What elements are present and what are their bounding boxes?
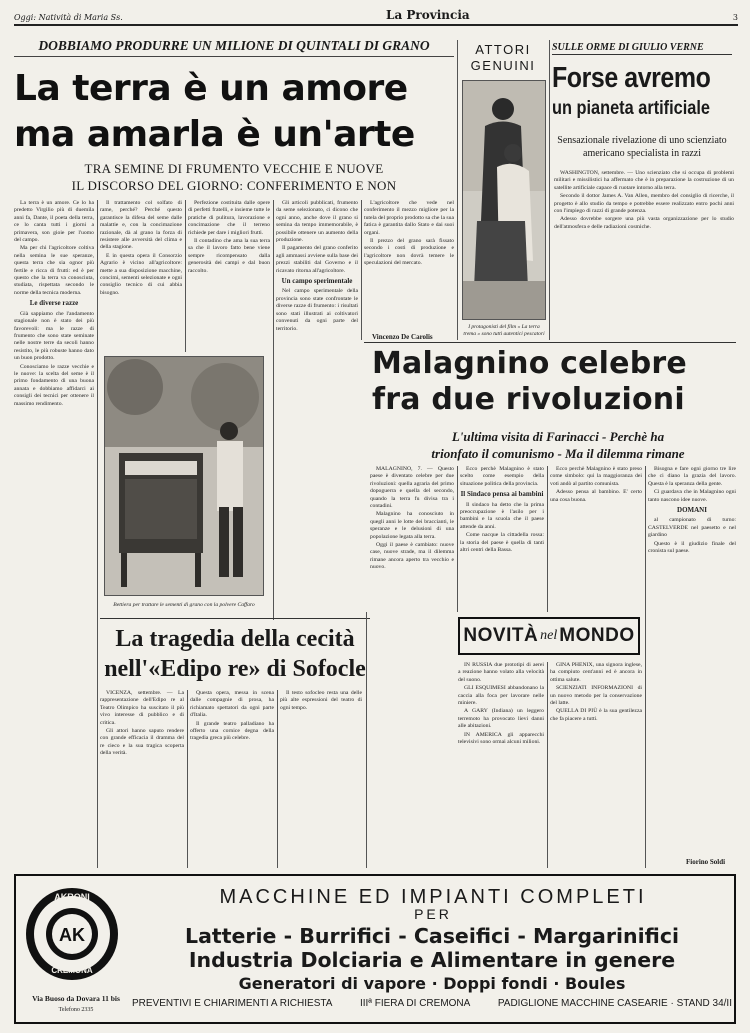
lead-column-3 [188,200,270,352]
lead-subhead-line1: TRA SEMINE DI FRUMENTO VECCHIE E NUOVE [84,161,384,176]
attori-photo [462,80,546,320]
paragraph: QUELLA DI PIÙ è la sua gentilezza che fa piacere a tutti. [550,708,642,722]
paragraph: Secondo il dottor James A. Van Allen, membro del consiglio di ricerche, il progetto è allo studio da tempo e potrebbe essere realizzato entro pochi anni con l'impiego di razzi di grande potenza. [554,193,734,215]
lead-subhead-line2: IL DISCORSO DEL GIORNO: CONFERIMENTO E NON [71,178,397,193]
bettiera-photo [104,356,264,596]
verne-body [554,170,734,338]
paragraph: Il contadino che ama la sua terra sa che il lavoro fatto bene viene sempre ricompensato dalla generosità dei campi e dal buon raccolto. [188,238,270,274]
lead-column-2 [100,200,182,352]
tragedia-column-1 [100,690,184,868]
lead-kicker: DOBBIAMO PRODURRE UN MILIONE DI QUINTALI DI GRANO [14,38,454,57]
novita-word3: MONDO [559,625,635,646]
paragraph: Conosciamo le razze vecchie e le nuove: la scelta del seme è il primo fondamento di una buona annata e dobbiamo affidarci ai consigli dei tecnici per ottenere il massimo rendimento. [14,363,94,407]
logo-center-text: AK [59,925,85,945]
novita-word2: nel [540,628,558,643]
paragraph: Il testo sofocleo resta una delle più alte espressioni del teatro di ogni tempo. [280,690,362,711]
verne-dek: Sensazionale rivelazione di uno scienziato americano specialista in razzi [557,135,727,159]
ad-line4: Industria Dolciaria e Alimentare in genere [188,948,676,972]
paragraph: Questo è il giudizio finale del cronista sul paese. [648,540,736,555]
malagnino-column-1 [370,466,454,612]
malagnino-dek [380,428,736,462]
column-rule [277,690,278,868]
lead-column-4 [276,200,358,616]
lead-headline [14,66,454,158]
paragraph: L'agricoltore che vede nel conferimento il mezzo migliore per la tutela del proprio prodotto sa che la sua fatica è garantita dallo Stato e dai suoi organi. [364,200,454,236]
page-number: 3 [732,13,738,22]
machine-illustration [105,357,264,596]
verne-headline-line2: un pianeta artificiale [552,98,711,119]
malagnino-dek-line2: trionfato il comunismo - Ma il dilemma rimane [431,446,685,461]
paragraph: E in questa opera il Consorzio Agrario è vicino all'agricoltore: mette a sua disposizione macchine, concimi, sementi selezionate e ogni consiglio tecnico di cui abbia bisogno. [100,252,182,296]
ad-bottom-left: PREVENTIVI E CHIARIMENTI A RICHIESTA [132,998,333,1009]
bettiera-caption: Bettiera per trattare le sementi di grano con la polvere Caffaro [113,602,255,608]
paragraph: Il sindaco ha detto che la prima preoccupazione è l'asilo per i bambini e la scuola che il paese attende da anni. [460,501,544,530]
advertisement [14,874,736,1024]
ad-address: Via Buoso da Dovara 11 bis [32,994,120,1003]
paragraph: Già sappiamo che l'andamento stagionale non è stato dei più favorevoli: ma le razze di frumento che sono state seminate nelle nostre terre da secoli hanno resistito, le più robuste hanno dato un buon prodotto. [14,310,94,362]
tragedia-headline [100,624,370,684]
lead-author: Vincenzo De Carolis [372,333,433,341]
column-rule [361,200,362,340]
novita-column-2 [550,662,642,868]
ad-line3: Latterie - Burrifici - Caseifici - Margarinifici [185,924,679,948]
masthead-title: La Provincia [386,8,470,22]
paragraph: Il trattamento col solfato di rame, perché? Perché questo garantisce la difesa del seme dalle malattie e, con la concimazione razionale, dà al grano la forza di resistere alle avversità del clima e della stagione. [100,200,182,251]
column-rule [185,200,186,352]
column-rule [547,466,548,612]
lead-subtitle-razze: Le diverse razze [29,299,79,308]
column-rule [645,466,646,868]
column-rule [457,466,458,612]
paragraph: A GARY (Indiana) un leggero terremoto ha provocato lievi danni alle abitazioni. [458,708,544,730]
column-rule [366,612,367,868]
column-rule [549,40,550,340]
lead-column-5 [364,200,454,330]
paragraph: MALAGNINO, 7. — Questo paese è diventato celebre per due rivoluzioni: quella agraria del primo dopoguerra e quella del secondo, quando la terra fu divisa tra i contadini. [370,466,454,510]
domani-label: DOMANI [677,506,707,515]
logo-bottom-text: CREMONA [51,966,93,975]
paragraph: Adesso pensa al bambino. E' certo una cosa buona. [550,489,642,503]
attori-title-line2: GENUINI [470,58,536,73]
paragraph: Ecco perchè Malagnino è stato preso come simbolo: qui la maggioranza dei voti andò al partito comunista. [550,466,642,487]
paragraph: Oggi il paese è cambiato: nuove case, nuove strade, ma il dilemma rimane ancora aperto tra vecchio e nuovo. [370,542,454,571]
actors-illustration [463,81,546,320]
lead-subtitle-campo: Un campo sperimentale [281,277,353,286]
paragraph: SCIENZIATI INFORMAZIONI di un nuovo metodo per la conservazione del latte. [550,685,642,707]
paragraph: IN RUSSIA due prototipi di aerei a reazione hanno volato alla velocità del suono. [458,662,544,683]
attori-caption: I protagonisti del film « La terra trema » sono tutti autentici pescatori [463,324,545,337]
verne-kicker: SULLE ORME DI GIULIO VERNE [552,42,732,55]
paragraph: Questa opera, messa in scena dalle compagnie di prosa, ha richiamato spettatori da ogni parte d'Italia. [190,690,274,719]
paragraph: Malagnino ha conosciuto in quegli anni le lotte dei braccianti, le speranze e le delusioni di una popolazione legata alla terra. [370,511,454,540]
lead-column-1 [14,200,94,868]
gear-logo-icon [24,884,120,984]
ad-bottom-bar [132,998,732,1009]
ad-bottom-mid: IIIª FIERA DI CREMONA [359,998,471,1009]
paragraph: Ma per chi l'agricoltore coltiva nella semina le sue speranze, questa terra che sia ognor più fertile e ricca di frutti: ed è per questo che la terra va conosciuta, studiata, rispettata secondo le norme della tecnica moderna. [14,245,94,296]
tragedia-headline-line1: La tragedia della cecità [115,626,355,652]
lead-headline-line2: ma amarla è un'arte [14,114,415,155]
masthead-date: Oggi: Natività di Maria Ss. [14,13,123,22]
malagnino-column-4 [648,466,736,856]
paragraph: La terra è un amore. Ce lo ha predetto Virgilio più di duemila anni fa, Dante, il poeta della terra, ce lo canta tutti i giorni a primavera, son gioie per l'uomo del campo. [14,200,94,244]
akroni-logo [24,884,120,984]
paragraph: Ecco perchè Malagnino è stato scelto come esempio della situazione politica della provincia. [460,466,544,487]
attori-title [460,42,546,74]
paragraph: Adesso dovrebbe sorgere una più vasta organizzazione per lo studio dell'atmosfera e delle radiazioni cosmiche. [554,216,734,230]
paragraph: Come nacque la cittadella rossa: la storia del paese è quella di tanti altri centri della Bassa. [460,532,544,554]
section-rule [364,342,736,343]
ad-bottom-right: PADIGLIONE MACCHINE CASEARIE · STAND 34/II [497,998,732,1009]
paragraph: Gli articoli pubblicati, frumento da seme selezionato, ci dicono che ogni anno, anche dove il grano si semina da tempo immemorabile, è possibile ottenere un aumento della produzione. [276,200,358,244]
lead-headline-line1: La terra è un amore [14,68,408,109]
paragraph: Gli attori hanno saputo rendere con grande efficacia il dramma del re cieco e la sua tragica scoperta della verità. [100,728,184,757]
novita-word1: NOVITÀ [463,625,539,646]
column-rule [273,200,274,620]
malagnino-headline-line1: Malagnino celebre [372,346,687,381]
malagnino-headline [372,346,732,418]
ad-phone: Telefono 2335 [58,1007,94,1013]
novita-column-1 [458,662,544,868]
malagnino-headline-line2: fra due rivoluzioni [372,382,685,417]
column-rule [97,200,98,868]
paragraph: GINA PHENIX, una signora inglese, ha compiuto cent'anni ed è ancora in ottima salute. [550,662,642,683]
ad-line2: PER [414,906,452,922]
paragraph: WASHINGTON, settembre. — Uno scienziato che si occupa di problemi militari e missilistici ha affermato che è in preparazione la costruzione di un satellite artificiale capace di ruotare intorno alla terra. [554,170,734,191]
malagnino-column-2 [460,466,544,612]
paragraph: VICENZA, settembre. — La rappresentazione dell'Edipo re al Teatro Olimpico ha suscitato il più vivo interesse di pubblico e di critica. [100,690,184,726]
paragraph: Ci guardava che in Malagnino ogni tanto nascono idee nuove. [648,489,736,503]
verne-headline: Forse avremo [552,62,711,94]
ad-line1: MACCHINE ED IMPIANTI COMPLETI [219,886,647,908]
paragraph: GLI ESQUIMESI abbandonano la caccia alla foca per lavorare nelle miniere. [458,685,544,707]
column-rule [457,40,458,340]
lead-subhead [14,160,454,194]
paragraph: Il prezzo del grano sarà fissato secondo i costi di produzione e l'agricoltore non dovrà temere le speculazioni del mercato. [364,238,454,267]
section-rule [100,618,370,619]
column-rule [187,690,188,868]
paragraph: Bisogna e fare ogni giorno tre lire che ci diano la grazia del lavoro. Questa è la speranza della gente. [648,466,736,487]
paragraph: Nel campo sperimentale della provincia sono state confrontate le diverse razze di frumento: i risultati sono stati illustrati ai coltivatori convenuti da ogni parte del territorio. [276,288,358,332]
attori-title-line1: ATTORI [475,42,531,57]
novita-box [458,617,640,655]
paragraph: Il grande teatro palladiano ha offerto una cornice degna della tragedia greca più celebre. [190,720,274,742]
malagnino-dek-line1: L'ultima visita di Farinacci - Perchè ha [451,429,665,444]
tragedia-column-3 [280,690,362,868]
domani-text: al campionato di turno: CASTELVERDE nel paesetto e nel giardino [648,517,736,539]
masthead [14,4,738,26]
column-rule [547,662,548,868]
paragraph: Il pagamento del grano conferito agli ammassi avviene sulla base dei prezzi stabiliti dal Governo e il ricavato ritorna all'agricoltore. [276,245,358,274]
malagnino-column-3 [550,466,642,612]
paragraph: IN AMERICA gli apparecchi televisivi sono ormai alcuni milioni. [458,731,544,746]
malagnino-author: Fiorino Soldi [686,858,726,866]
ad-line5: Generatori di vapore · Doppi fondi · Boules [238,974,626,993]
tragedia-headline-line2: nell'«Edipo re» di Sofocle [104,656,366,682]
tragedia-column-2 [190,690,274,868]
malagnino-subtitle-sindaco: Il Sindaco pensa ai bambini [460,490,544,499]
paragraph: Perfezione costituita dalle opere di perfetti fratelli, e insieme tutte le pratiche di pulitura, lavorazione e concimazione che il terreno richiede per dare i migliori frutti. [188,200,270,236]
logo-top-text: AKRONI [54,892,90,902]
